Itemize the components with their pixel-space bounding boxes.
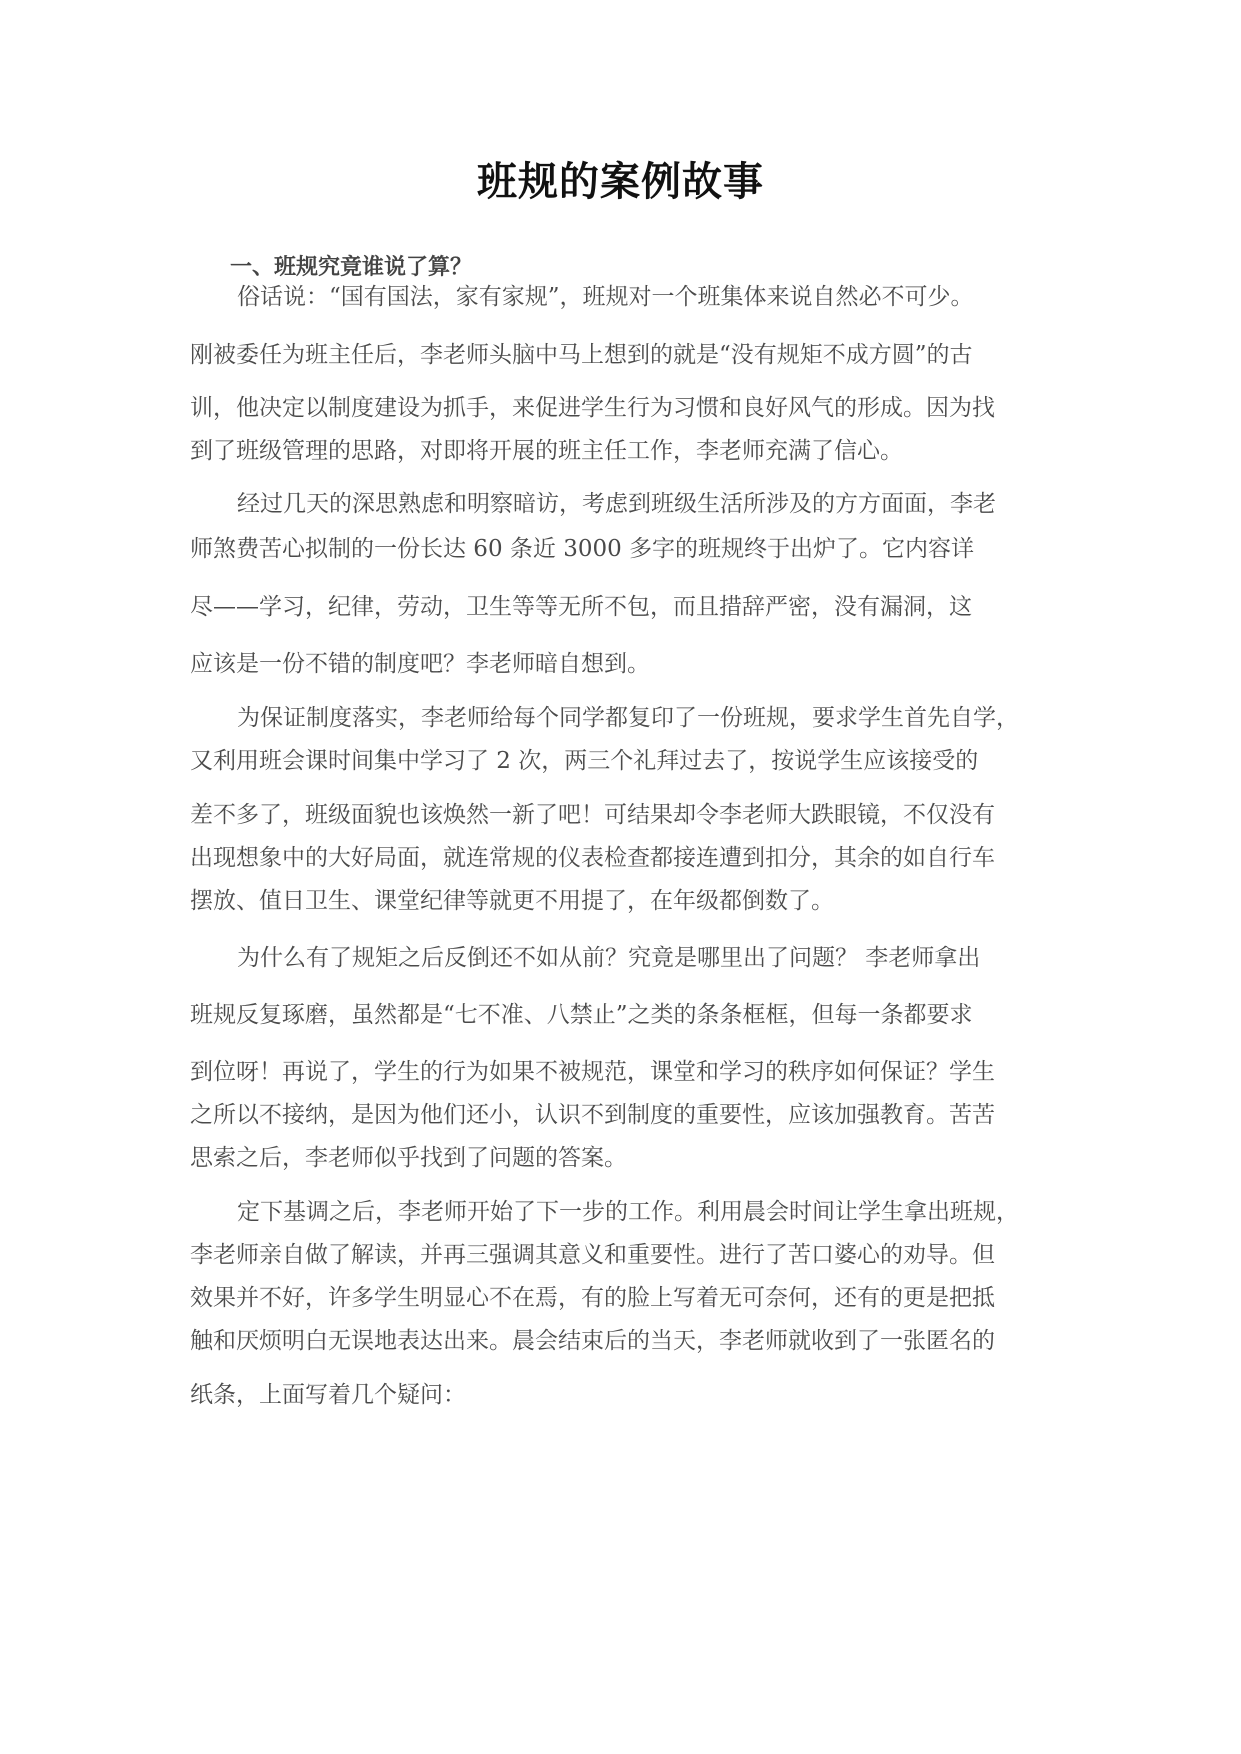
paragraph-line: 俗话说：“国有国法，家有家规”，班规对一个班集体来说自然必不可少。: [237, 284, 974, 310]
paragraph-line: 思索之后，李老师似乎找到了问题的答案。: [190, 1145, 627, 1171]
paragraph-line: 又利用班会课时间集中学习了 2 次，两三个礼拜过去了，按说学生应该接受的: [190, 748, 979, 774]
paragraph-line: 纸条，上面写着几个疑问：: [190, 1382, 466, 1408]
paragraph-line: 刚被委任为班主任后，李老师头脑中马上想到的就是“没有规矩不成方圆”的古: [190, 342, 973, 368]
paragraph-line: 定下基调之后，李老师开始了下一步的工作。利用晨会时间让学生拿出班规，: [237, 1199, 1019, 1225]
paragraph-line: 为什么有了规矩之后反倒还不如从前？究竟是哪里出了问题？ 李老师拿出: [237, 945, 981, 971]
section-heading: 一、班规究竟谁说了算？: [230, 254, 473, 280]
paragraph-line: 到位呀！再说了，学生的行为如果不被规范，课堂和学习的秩序如何保证？学生: [190, 1059, 995, 1085]
paragraph-line: 触和厌烦明白无误地表达出来。晨会结束后的当天，李老师就收到了一张匿名的: [190, 1328, 995, 1354]
paragraph-line: 班规反复琢磨，虽然都是“七不准、八禁止”之类的条条框框，但每一条都要求: [190, 1002, 973, 1028]
paragraph-line: 差不多了，班级面貌也该焕然一新了吧！可结果却令李老师大跌眼镜，不仅没有: [190, 802, 995, 828]
paragraph-line: 经过几天的深思熟虑和明察暗访，考虑到班级生活所涉及的方方面面，李老: [237, 491, 996, 517]
paragraph-line: 出现想象中的大好局面，就连常规的仪表检查都接连遭到扣分，其余的如自行车: [190, 845, 995, 871]
paragraph-line: 到了班级管理的思路，对即将开展的班主任工作，李老师充满了信心。: [190, 438, 903, 464]
paragraph-line: 应该是一份不错的制度吧？李老师暗自想到。: [190, 651, 650, 677]
paragraph-line: 效果并不好，许多学生明显心不在焉，有的脸上写着无可奈何，还有的更是把抵: [190, 1285, 995, 1311]
paragraph-line: 李老师亲自做了解读，并再三强调其意义和重要性。进行了苦口婆心的劝导。但: [190, 1242, 995, 1268]
paragraph-line: 之所以不接纳，是因为他们还小，认识不到制度的重要性，应该加强教育。苦苦: [190, 1102, 995, 1128]
paragraph-line: 摆放、值日卫生、课堂纪律等就更不用提了，在年级都倒数了。: [190, 888, 834, 914]
paragraph-line: 师煞费苦心拟制的一份长达 60 条近 3000 多字的班规终于出炉了。它内容详: [190, 536, 975, 562]
document-title: 班规的案例故事: [477, 158, 764, 205]
paragraph-line: 训，他决定以制度建设为抓手，来促进学生行为习惯和良好风气的形成。因为找: [190, 395, 995, 421]
paragraph-line: 为保证制度落实，李老师给每个同学都复印了一份班规，要求学生首先自学，: [237, 705, 1019, 731]
paragraph-line: 尽——学习，纪律，劳动，卫生等等无所不包，而且措辞严密，没有漏洞，这: [190, 594, 972, 620]
